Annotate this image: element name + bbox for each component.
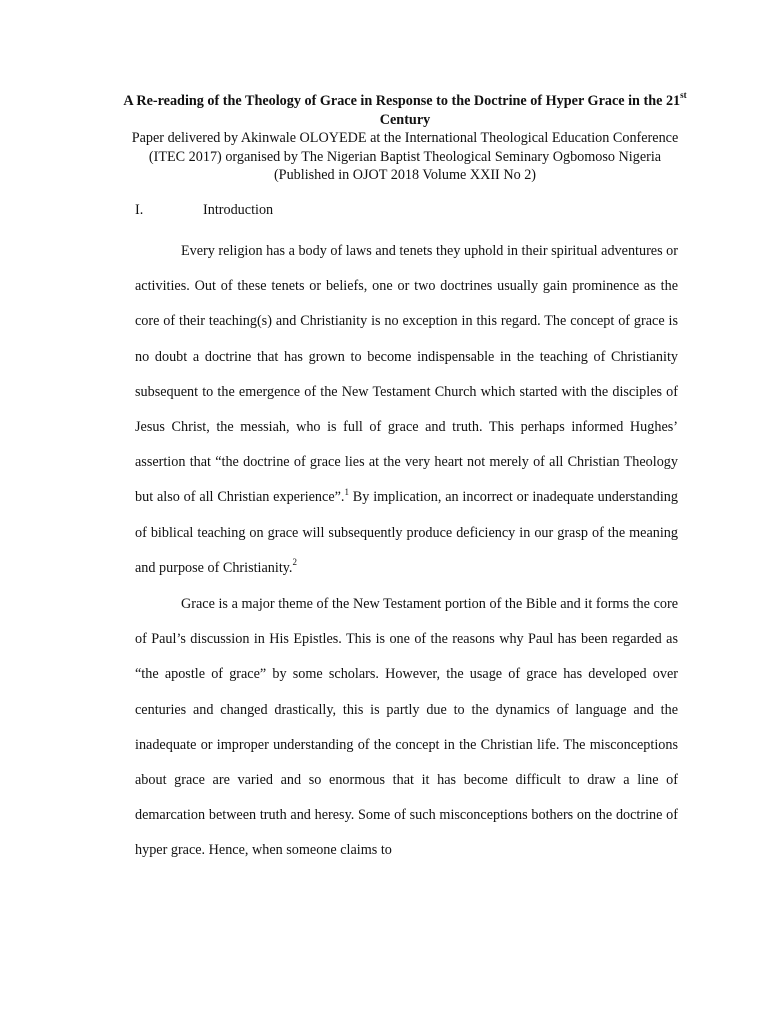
paper-subtitle: Paper delivered by Akinwale OLOYEDE at the International Theological Education Conference (ITEC 2017) organised by The Nigerian Baptist Theological Seminary Ogbomoso Nigeria (Published in OJOT 2018 Volume XXII No 2) [131,130,679,183]
section-heading [135,201,273,219]
paragraph-2: Grace is a major theme of the New Testament portion of the Bible and it forms the core of Paul’s discussion in His Epistles. This is one of the reasons why Paul has been regarded as “the apostle of grace” by some scholars. However, the usage of grace has developed over centuries and changed drastically, this is partly due to the dynamics of language and the inadequate or improper understanding of the concept in the Christian life. The misconceptions about grace are varied and so enormous that it has become difficult to draw a line of demarcation between truth and heresy. Some of such misconceptions bothers on the doctrine of hyper grace. Hence, when someone claims to [135,596,678,859]
paper-title [120,92,690,129]
section-number: I. [135,202,144,218]
paper-title-main: A Re-reading of the Theology of Grace in Response to the Doctrine of Hyper Grace in the 21 [123,93,681,109]
document-body [135,234,678,869]
section-title: Introduction [203,202,274,218]
paragraph-1-text-b: By implication, an incorrect or inadequate understanding of biblical teaching on grace will subsequently produce deficiency in our grasp of the meaning and purpose of Christianity. [135,489,678,576]
paragraph-1 [135,234,678,586]
paragraph-1-text-a: Every religion has a body of laws and tenets they uphold in their spiritual adventures or activities. Out of these tenets or beliefs, one or two doctrines usually gain prominence as the core of their teaching(s) and Christianity is no exception in this regard. The concept of grace is no doubt a doctrine that has grown to become indispensable in the teaching of Christianity subsequent to the emergence of the New Testament Church which started with the disciples of Jesus Christ, the messiah, who is full of grace and truth. This perhaps informed Hughes’ assertion that “the doctrine of grace lies at the very heart not merely of all Christian Theology but also of all Christian experience”. [135,243,678,506]
footnote-marker-1: 1 [344,486,349,497]
paper-title-end: Century [379,111,431,128]
paper-title-superscript: st [680,90,687,101]
footnote-marker-2: 2 [292,557,297,568]
document-header [120,92,690,185]
